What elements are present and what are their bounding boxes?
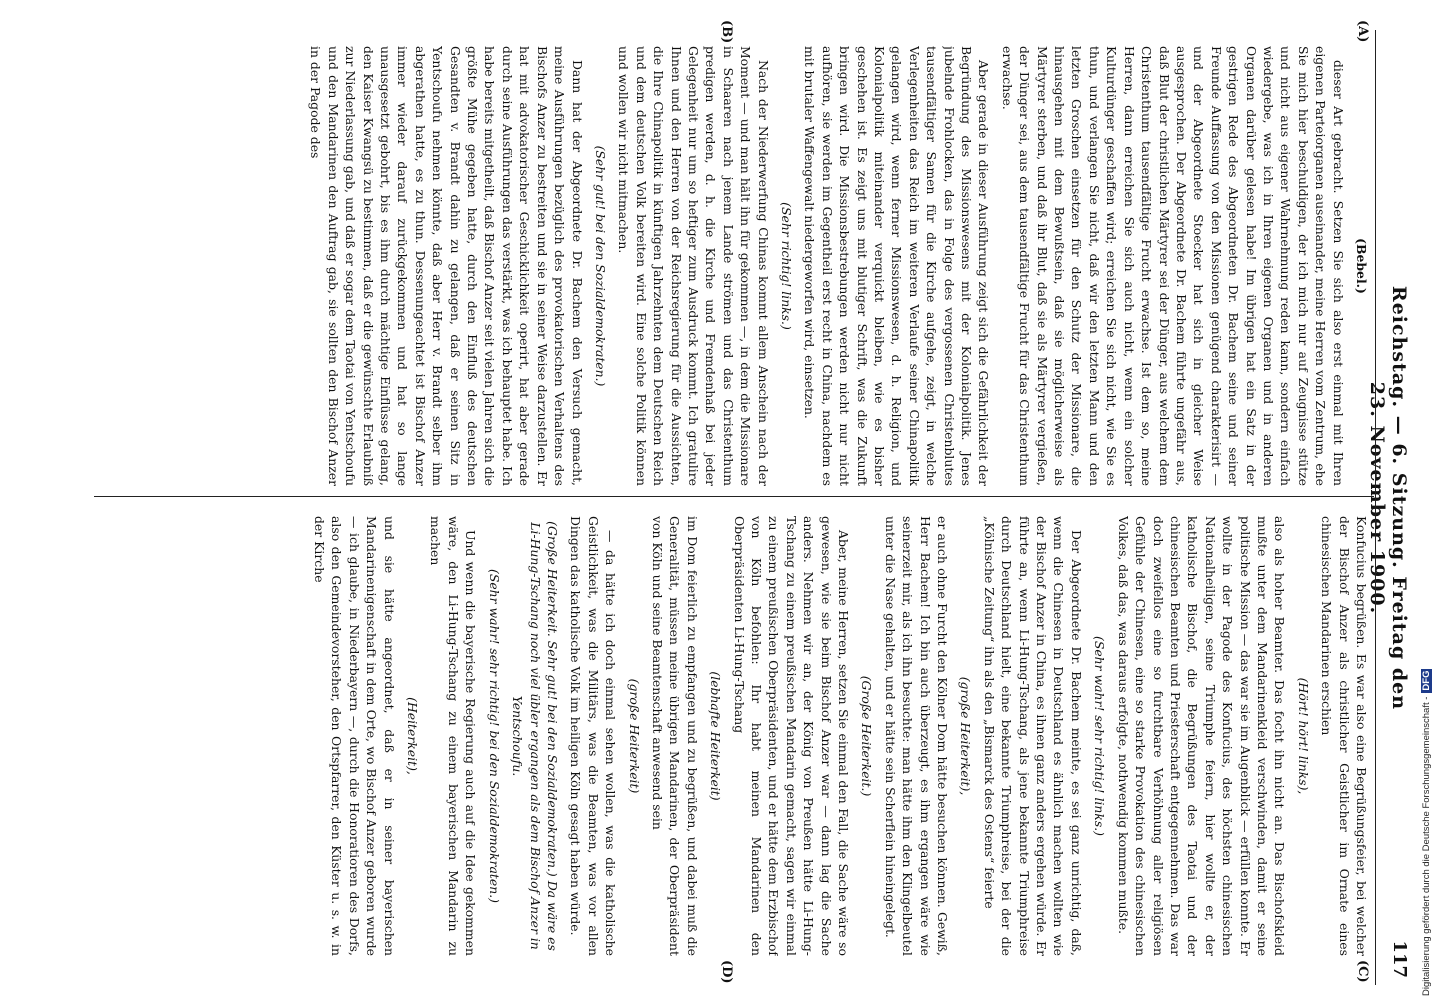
margin-marker-b: (B) [719,20,734,44]
paragraph: dieser Art gebracht. Setzen Sie sich also erst einmal mit Ihren eigenen Parteiorganen auseinander, meine Herren vom Zentrum, ehe Sie mich hier beschuldigen, der ich mich nur auf Zeugnisse stütze und nicht aus eigener Wahrnehmung reden kann, sondern einfach wiedergebe, was ich in Ihren eigenen Organen und in anderen Organen darüber gelesen habe! Im übrigen hat ein Satz in der gestrigen Rede des Abgeordneten Dr. Bachem seine und seiner Freunde Auffassung von den Missionen genügend charakterisirt — und der Abgeordnete Stoecker hat sich in gleicher Weise ausgesprochen. Der Abgeordnete Dr. Bachem führte ungefähr aus, daß Blut der christlichen Märtyrer sei der Dünger, aus welchem dem Christenthum tausendfältige Frucht erwachse. Ist dem so, meine Herren, dann erreichen Sie sich auch nicht, wenn ein solcher Kulturdünger geschaffen wird; erreichen Sie sich nicht, wie Sie es thun, und verlangen Sie nicht, daß wir den letzten Mann und den letzten Groschen einsetzen für den Schutz der Missionare, die hinausgehen mit dem Bewußtsein, daß sie möglicherweise als Märtyrer sterben, und daß ihr Blut, daß sie als Märtyrer vergießen, der Dünger sei, aus dem tausendfältige Frucht für das Christenthum erwachse. [999,46,1346,486]
paragraph: also als hoher Beamter. Das focht ihn nicht an. Das Bischofskleid mußte unter dem Mandarinenkleid verschwinden, damit er seine politische Mission — das war sie im Augenblick — erfüllen konnte. Er wollte in der Pagode des Konfucius, des höchsten chinesischen Nationalheiligen, seine Triumphe feiern, hier wollte er, der katholische Bischof, die Begrüßungen des Taotai und der chinesischen Beamten und Priesterschaft entgegennehmen. Das war doch zweifellos eine so furchtbare Verhöhnung aller religiösen Gefühle der Chinesen, eine so starke Provokation des chinesischen Volkes, daß das, was daraus erfolgte, nothwendig kommen mußte. [1115,516,1288,956]
paragraph: Aber, meine Herren, setzen Sie einmal den Fall, die Sache wäre so gewesen, wie sie beim Bischof Anzer war — dann lag die Sache anders. Nehmen wir an, der König von Preußen hätte Li-Hung-Tschang zu einem preußischen Mandarin gemacht, sagen wir einmal zu einem preußischen Oberpräsidenten, und er hätte dem Erzbischof von Köln befohlen: Ihr habt meinen Mandarinen den Oberpräsidenten Li-Hung-Tschang [731,516,852,956]
interjection: (Große Heiterkeit.) [859,675,875,797]
interjection: (Sehr wahr! sehr richtig! bei den Sozialdemokraten.) [486,569,502,903]
page-number: 117 [1389,940,1410,978]
interjection: (Große Heiterkeit. Sehr gut! bei den Sozialdemokraten.) Da wäre es Li-Hung-Tschang noch viel übler ergangen als dem Bischof Anzer in Yentschoufu. [510,521,560,951]
interjection: (Sehr gut! bei den Sozialdemokraten.) [592,145,608,387]
interjection: (große Heiterkeit) [626,678,642,794]
footer-text: Digitalisierung gefördert durch die Deutsche Forschungsgemeinschaft - [1421,696,1432,996]
interjection: (Sehr richtig! links.) [779,202,794,330]
interjection: (lebhafte Heiterkeit) [708,671,724,801]
paragraph: und sie hätte angeordnet, daß er in seiner bayerischen Mandarinenigenschaft in dem Orte, wo Bischof Anzer geboren wurde — ich glaube, in Niederbayern —, durch die Honoratioren des Dorfs, also den Gemeindevorsteher, den Ortspfarrer, den Küster u. s. w. in der Kirche [312,516,397,956]
interjection: (Sehr wahr! sehr richtig! links.) [1092,636,1108,836]
paragraph: Nach der Niederwerfung Chinas kommt allem Anschein nach der Moment — und man hält ihn für gekommen —, in dem die Missionare in Schaaren nach jenem Lande strömen und das Christenthum predigen werden, d. h. die Kirche und Fremdenhaß bei jeder Gelegenheit nur um so heftiger zum Ausdruck kommt. Ich gratulire Ihnen und den Herren von der Reichsregierung für die Aussichten, die Ihre Chinapolitik in künftigen Jahrzehnten dem Deutschen Reich und dem deutschen Volk bereiten wird. Eine solche Politik können und wollen wir nicht mitmachen. [616,46,771,486]
speaker-name: (Bebel.) [1354,238,1369,294]
header-rule [1375,30,1376,985]
paragraph: Konfucius begrüßen. Es war also eine Begrüßungsfeier, bei welcher der Bischof Anzer als christlicher Geistlicher im Ornate eines chinesischen Mandarinen erschien [1319,516,1369,956]
paragraph: Dann hat der Abgeordnete Dr. Bachem den Versuch gemacht, meine Ausführungen bezüglich des provokatorischen Verhaltens des Bischofs Anzer zu bestreiten und sie in seiner Weise darzustellen. Er hat mit advokatorischer Geschicklichkeit operirt, hat aber gerade durch seine Ausführungen das verstärkt, was ich behauptet habe. Ich habe bereits mitgetheilt, daß Bischof Anzer seit vielen Jahren sich die größte Mühe gegeben hatte, durch den Einfluß des deutschen Gesandten v. Brandt dahin zu gelangen, daß er seinen Sitz in Yentschoufu nehmen könnte, daß aber Herr v. Brandt selber ihm abgerathen hatte, es zu thun. Dessenungeachtet ist Bischof Anzer immer wieder darauf zurückgekommen und hat so lange unausgesetzt gebohrt, bis es ihm durch mächtige Einflüsse gelang, den Kaiser Kwangsü zu bestimmen, daß er die gewünschte Erlaubniß zur Niederlassung gab, und daß er sogar dem Taotai von Yentschoufu und den Mandarinen den Auftrag gab, sie sollten den Bischof Anzer in der Pagode des [308,46,585,486]
dfg-logo: DFG [1421,670,1432,691]
left-column [100,46,1370,486]
paragraph: Der Abgeordnete Dr. Bachem meinte, es sei ganz unrichtig, daß, wenn die Chinesen in Deutschland es ähnlich machen wollten wie der Bischof Anzer in China, es ihnen ganz anders ergehen würde. Er führte an, wenn Li-Hung-Tschang, als jene bekannte Triumphreise durch Deutschland hielt, eine bekannte Triumphreise, bei der die „Kölnische Zeitung“ ihn als den „Bismarck des Ostens“ feierte [981,516,1084,956]
page-header [1366,38,1414,978]
margin-marker-c: (C) [1355,960,1370,983]
margin-marker-a: (A) [1355,20,1370,43]
header-title: Reichstag. — 6. Sitzung. Freitag den 23. November 1900. [1366,285,1410,711]
column-divider [94,496,1374,497]
interjection: (Hört! hört! links), [1295,677,1311,795]
paragraph: Aber gerade in dieser Ausführung zeigt sich die Gefährlichkeit der Begründung des Missionswesens mit der Kolonialpolitik. Jenes jubelnde Frohlocken, das in Folge des vergossenen Christenblutes tausendfältiger Samen für die Kirche aufgehe, zeigt, in welche Verlegenheiten das Reich im weiteren Verlaufe seiner Chinapolitik gelangen wird, wenn ferner Missionswesen, d. h. Religion, und Kolonialpolitik miteinander verquickt bleiben, wie es bisher geschehen ist. Es zeigt uns mit blutiger Schrift, was die Zukunft bringen wird. Die Missionsbestrebungen werden nicht nur nicht aufhören, sie werden im Gegentheil erst recht in China, nachdem es mit brutaler Waffengewalt niedergeworfen wird, einsetzen. [802,46,992,486]
paragraph: — da hätte ich doch einmal sehen wollen, was die katholische Geistlichkeit, was die Militärs, was die Beamten, was vor allen Dingen das katholische Volk im heiligen Köln gesagt haben würde. [568,516,619,956]
interjection: (große Heiterkeit), [958,676,974,796]
paragraph: im Dom feierlich zu empfangen und zu begrüßen, und dabei muß die Generalität, müssen meine übrigen Mandarinen, der Oberpräsident von Köln und seine Beamtenschaft anwesend sein [649,516,700,956]
interjection: (Heiterkeit), [405,697,421,775]
footer-credit [1418,0,1434,1000]
margin-marker-d: (D) [719,960,734,984]
paragraph: Und wenn die bayerische Regierung auch auf die Idee gekommen wäre, den Li-Hung-Tschang zu einem bayerischen Mandarin zu machen [428,516,479,956]
paragraph: er auch ohne Furcht den Kölner Dom hätte besuchen können. Gewiß, Herr Bachem! Ich bin auch überzeugt, es ihm ergangen wäre wie seinerzeit mir, als ich ihn besuchte: man hätte ihm den Klingelbeutel unter die Nase gehalten, und er hätte sein Scherflein hineingelegt. [882,516,951,956]
right-column [100,516,1370,956]
